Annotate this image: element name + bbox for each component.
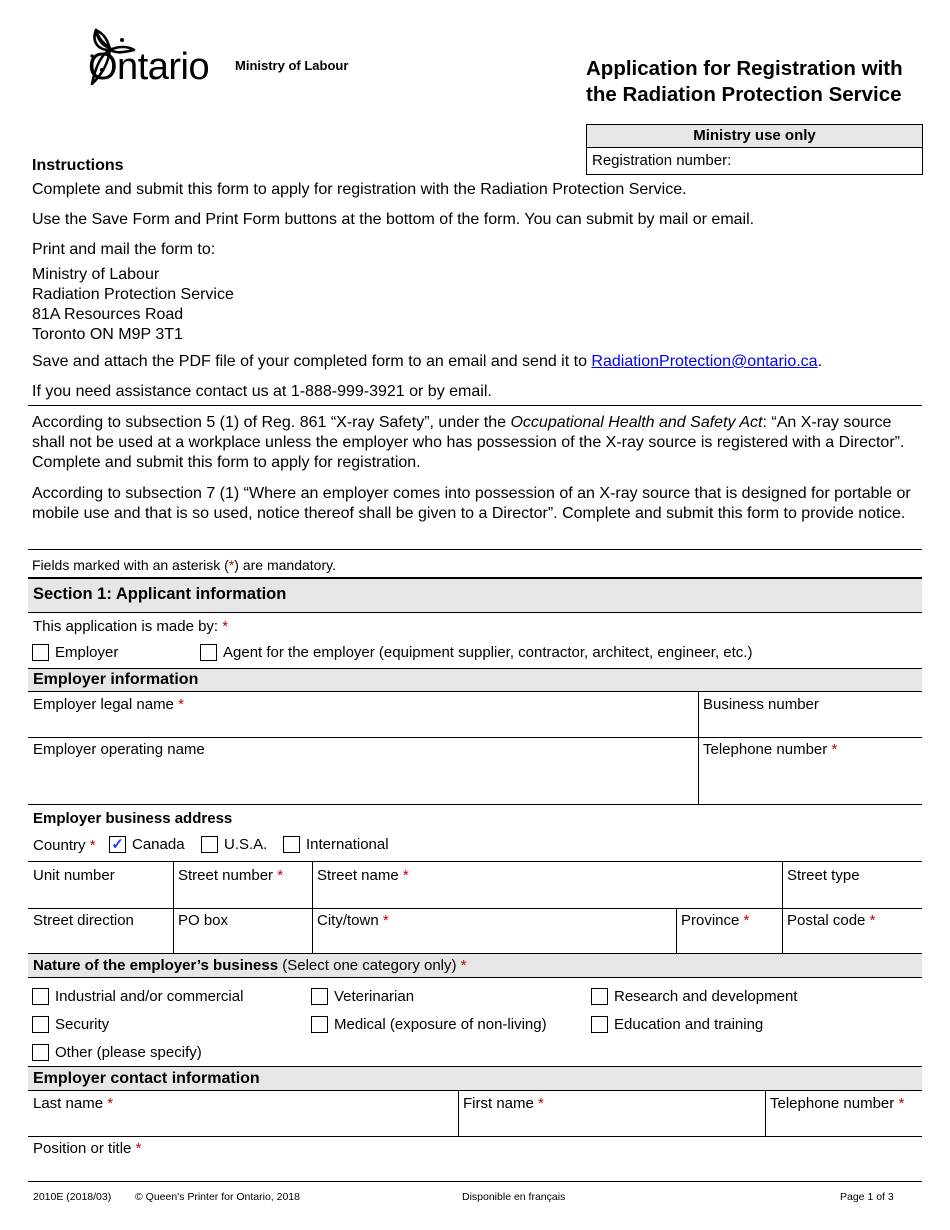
legal-text: According to subsection 5 (1) of Reg. 861 “X-ray Safety”, under the (32, 414, 511, 431)
business-option-education[interactable] (591, 1016, 763, 1033)
field-label: Street number (178, 867, 274, 884)
divider (28, 691, 922, 692)
business-option-industrial[interactable] (32, 988, 243, 1005)
made-by-label (33, 618, 228, 635)
industrial-checkbox[interactable] (32, 988, 49, 1005)
ministry-use-box (586, 124, 923, 175)
education-checkbox[interactable] (591, 1016, 608, 1033)
po-box-field[interactable]: PO box (178, 912, 229, 929)
street-name-field[interactable] (317, 867, 409, 884)
international-checkbox[interactable] (283, 836, 300, 853)
business-option-other[interactable] (32, 1044, 202, 1061)
title-normal: (Select one category only) (278, 957, 457, 974)
option-label: Research and development (614, 988, 798, 1005)
field-label: Last name (33, 1095, 104, 1112)
unit-number-field[interactable]: Unit number (33, 867, 115, 884)
last-name-field[interactable] (33, 1095, 113, 1112)
option-label: Veterinarian (334, 988, 415, 1005)
employer-operating-name-field[interactable]: Employer operating name (33, 741, 205, 758)
usa-checkbox[interactable] (201, 836, 218, 853)
asterisk: * (743, 912, 750, 929)
address-line: 81A Resources Road (32, 306, 184, 323)
column-divider (458, 1090, 459, 1136)
divider (28, 1181, 922, 1182)
business-option-medical[interactable] (311, 1016, 547, 1033)
postal-code-field[interactable] (787, 912, 875, 929)
option-label: Agent for the employer (equipment supplier, contractor, architect, engineer, etc.) (223, 644, 753, 661)
email-link[interactable]: RadiationProtection@ontario.ca (591, 353, 818, 370)
street-direction-field[interactable]: Street direction (33, 912, 134, 929)
option-label: Security (55, 1016, 110, 1033)
made-by-agent-option[interactable] (200, 644, 752, 661)
divider (28, 549, 922, 550)
divider (28, 1090, 922, 1091)
column-divider (676, 908, 677, 953)
asterisk: * (460, 957, 467, 974)
act-name: Occupational Health and Safety Act (510, 414, 763, 431)
asterisk: * (402, 867, 409, 884)
contact-telephone-field[interactable] (770, 1095, 904, 1112)
field-label: Employer legal name (33, 696, 174, 713)
divider (28, 908, 922, 909)
field-label: Street name (317, 867, 399, 884)
field-label: City/town (317, 912, 379, 929)
mandatory-note (32, 555, 922, 575)
asterisk: * (869, 912, 876, 929)
asterisk: * (538, 1095, 544, 1112)
ministry-use-heading: Ministry use only (587, 125, 922, 148)
field-label: Telephone number (770, 1095, 895, 1112)
asterisk: * (107, 1095, 114, 1112)
divider (28, 1136, 922, 1137)
period: . (817, 353, 823, 370)
divider (28, 804, 922, 805)
instructions-p4 (32, 352, 922, 372)
option-label: U.S.A. (224, 836, 268, 853)
french-availability: Disponible en français (462, 1191, 566, 1203)
agent-checkbox[interactable] (200, 644, 217, 661)
business-option-veterinarian[interactable] (311, 988, 414, 1005)
asterisk: * (831, 741, 838, 758)
divider (28, 977, 922, 978)
other-checkbox[interactable] (32, 1044, 49, 1061)
instructions-p2: Use the Save Form and Print Form buttons at the bottom of the form. You can submit by mail or email. (32, 211, 755, 228)
first-name-field[interactable] (463, 1095, 544, 1112)
asterisk: * (178, 696, 184, 713)
page-number: Page 1 of 3 (840, 1191, 894, 1203)
city-field[interactable] (317, 912, 389, 929)
column-divider (765, 1090, 766, 1136)
asterisk: * (135, 1140, 142, 1157)
field-label: Province (681, 912, 740, 929)
country-usa-option[interactable] (201, 836, 267, 853)
business-option-research[interactable] (591, 988, 797, 1005)
street-number-field[interactable] (178, 867, 283, 884)
divider (28, 405, 922, 406)
form-code: 2010E (2018/03) (33, 1191, 112, 1203)
option-label: Medical (exposure of non-living) (334, 1016, 547, 1033)
mandatory-text: Fields marked with an asterisk ( (32, 557, 229, 573)
divider (28, 861, 922, 862)
mailing-address (32, 265, 922, 345)
option-label: Education and training (614, 1016, 764, 1033)
field-label: Telephone number (703, 741, 828, 758)
field-label: Position or title (33, 1140, 132, 1157)
contact-info-title: Employer contact information (33, 1070, 260, 1087)
employer-checkbox[interactable] (32, 644, 49, 661)
legal-paragraph-2: According to subsection 7 (1) “Where an employer comes into possession of an X-ray source that is designed for portable or mobile use and that is so used, notice thereof shall be given to a Director”. Complete and submit this form to provide notice. (32, 485, 911, 522)
business-nature-title (33, 957, 467, 974)
asterisk: * (222, 618, 229, 635)
asterisk: * (89, 837, 96, 854)
instructions-p3: Print and mail the form to: (32, 241, 216, 258)
address-line: Toronto ON M9P 3T1 (32, 326, 183, 343)
title-bold: Nature of the employer’s business (33, 957, 279, 974)
title-line-2: the Radiation Protection Service (586, 83, 902, 106)
legal-paragraph-1 (32, 413, 922, 473)
address-line: Ministry of Labour (32, 266, 160, 283)
province-field[interactable] (681, 912, 749, 929)
asterisk: * (277, 867, 284, 884)
divider (28, 737, 922, 738)
asterisk: * (898, 1095, 905, 1112)
field-label: First name (463, 1095, 534, 1112)
employer-telephone-field[interactable] (703, 741, 837, 758)
mandatory-text: ) are mandatory. (234, 557, 336, 573)
column-divider (312, 861, 313, 953)
ministry-name: Ministry of Labour (235, 58, 349, 73)
employer-info-title: Employer information (33, 671, 199, 688)
field-label: Postal code (787, 912, 866, 929)
address-line: Radiation Protection Service (32, 286, 234, 303)
registration-number-field: Registration number: (592, 152, 732, 169)
option-label: Other (please specify) (55, 1044, 202, 1061)
asterisk: * (228, 557, 235, 573)
instructions-p5: If you need assistance contact us at 1-888-999-3921 or by email. (32, 383, 492, 400)
made-by-employer-option[interactable] (32, 644, 118, 661)
page-title (586, 56, 926, 108)
ontario-logo-text: Ontario (88, 46, 210, 88)
instructions-p1: Complete and submit this form to apply for registration with the Radiation Protection Service. (32, 181, 687, 198)
column-divider (782, 861, 783, 953)
option-label: Industrial and/or commercial (55, 988, 244, 1005)
asterisk: * (382, 912, 389, 929)
label-text: This application is made by: (33, 618, 219, 635)
title-line-1: Application for Registration with (586, 57, 903, 80)
option-label: Employer (55, 644, 119, 661)
business-address-title: Employer business address (33, 810, 233, 827)
column-divider (173, 861, 174, 953)
label-text: Country (33, 837, 86, 854)
medical-checkbox[interactable] (311, 1016, 328, 1033)
option-label: International (306, 836, 389, 853)
column-divider (698, 691, 699, 804)
email-instruction-text: Save and attach the PDF file of your completed form to an email and send it to (32, 353, 592, 370)
country-international-option[interactable] (283, 836, 389, 853)
position-title-field[interactable] (33, 1140, 141, 1157)
country-canada-option[interactable] (109, 836, 185, 853)
veterinarian-checkbox[interactable] (311, 988, 328, 1005)
divider (28, 612, 922, 613)
legal-text: : “An X-ray source shall not be used at a workplace unless the employer who has possession of the X-ray source is registered with a Director”. Complete and submit this form to apply for registration. (32, 414, 905, 471)
country-label (33, 837, 96, 854)
security-checkbox[interactable] (32, 1016, 49, 1033)
business-number-field[interactable]: Business number (703, 696, 819, 713)
canada-checkbox-checked[interactable]: ✓ (109, 836, 126, 853)
employer-legal-name-field[interactable] (33, 696, 184, 713)
copyright: © Queen's Printer for Ontario, 2018 (135, 1191, 300, 1203)
street-type-field[interactable]: Street type (787, 867, 860, 884)
business-option-security[interactable] (32, 1016, 109, 1033)
instructions-heading: Instructions (32, 157, 124, 174)
research-checkbox[interactable] (591, 988, 608, 1005)
section-1-title: Section 1: Applicant information (33, 585, 287, 603)
option-label: Canada (132, 836, 185, 853)
